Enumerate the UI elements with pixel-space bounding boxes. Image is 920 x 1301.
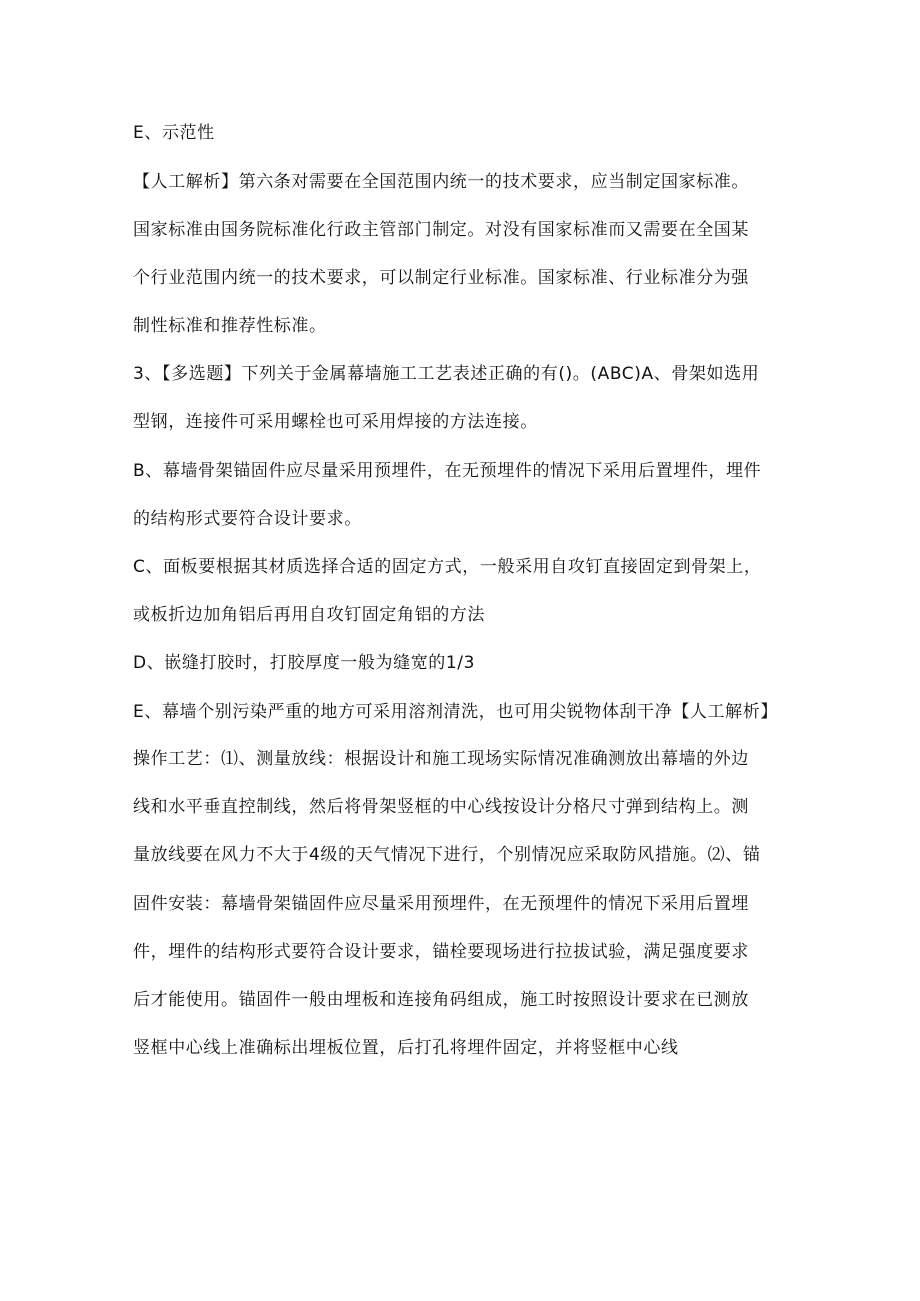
- text-line: D、嵌缝打胶时，打胶厚度一般为缝宽的1/3: [133, 653, 476, 673]
- text-line: 或板折边加角铝后再用自攻钉固定角铝的方法: [133, 605, 485, 625]
- text-line: 型钢，连接件可采用螺栓也可采用焊接的方法连接。: [133, 412, 538, 432]
- text-line: 的结构形式要符合设计要求。: [133, 509, 362, 529]
- text-line: C、面板要根据其材质选择合适的固定方式，一般采用自攻钉直接固定到骨架上，: [133, 557, 762, 577]
- text-line: E、幕墙个别污染严重的地方可采用溶剂清洗，也可用尖锐物体刮干净【人工解析】: [133, 702, 778, 722]
- text-line: 制性标准和推荐性标准。: [133, 316, 327, 336]
- text-line: 量放线要在风力不大于4级的天气情况下进行，个别情况应采取防风措施。⑵、锚: [133, 845, 761, 865]
- text-line: 国家标准由国务院标准化行政主管部门制定。对没有国家标准而又需要在全国某: [133, 220, 749, 240]
- text-line: 个行业范围内统一的技术要求，可以制定行业标准。国家标准、行业标准分为强: [133, 268, 749, 288]
- text-line: 【人工解析】第六条对需要在全国范围内统一的技术要求，应当制定国家标准。: [133, 172, 749, 192]
- text-line: 件，埋件的结构形式要符合设计要求，锚栓要现场进行拉拔试验，满足强度要求: [133, 942, 749, 962]
- text-line: 操作工艺：⑴、测量放线：根据设计和施工现场实际情况准确测放出幕墙的外边: [133, 749, 749, 769]
- text-line: E、示范性: [133, 123, 215, 143]
- text-line: 后才能使用。锚固件一般由埋板和连接角码组成，施工时按照设计要求在已测放: [133, 990, 749, 1010]
- text-line: 3、【多选题】下列关于金属幕墙施工工艺表述正确的有()。(ABC)A、骨架如选用: [133, 364, 760, 384]
- text-line: 竖框中心线上准确标出埋板位置，后打孔将埋件固定，并将竖框中心线: [133, 1038, 679, 1058]
- text-line: 固件安装：幕墙骨架锚固件应尽量采用预埋件，在无预埋件的情况下采用后置埋: [133, 894, 749, 914]
- text-line: 线和水平垂直控制线，然后将骨架竖框的中心线按设计分格尺寸弹到结构上。测: [133, 797, 749, 817]
- text-line: B、幕墙骨架锚固件应尽量采用预埋件，在无预埋件的情况下采用后置埋件，埋件: [133, 461, 762, 481]
